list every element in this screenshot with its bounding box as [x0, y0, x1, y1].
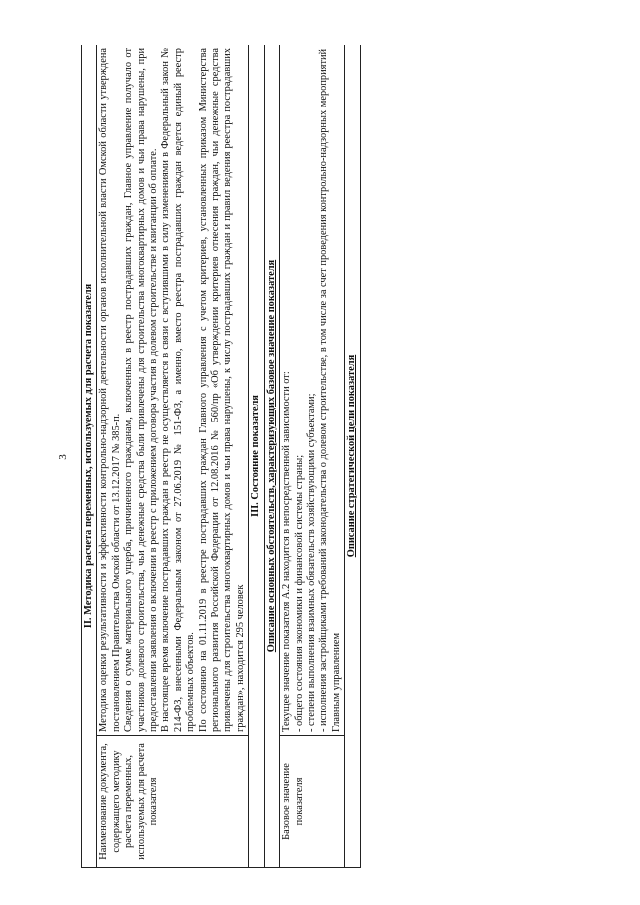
- page-number: 3: [57, 454, 69, 460]
- base-value-label: Базовое значение показателя: [280, 736, 345, 868]
- landscape-content: [81, 45, 569, 868]
- section-4-subheading-row: [345, 45, 360, 868]
- section-3-subheading-row: [264, 45, 279, 868]
- base-value-content: [280, 45, 345, 736]
- methodology-paragraph: В настоящее время включение пострадавших граждан в реестр не осуществляется в связи с вступившими в силу изменениями в Федеральный закон № 214-ФЗ, внесенными Федеральным законом от 27.06.2019 № 151-ФЗ, а именно, вместо реестра пострадавших граждан ведется единый реестр проблемных объектов.: [160, 48, 197, 732]
- methodology-paragraph: Методика оценки результативности и эффективности контрольно-надзорной деятельности органов исполнительной власти Омской области утверждена постановлением Правительства Омской области от 13.12.2017 № 385-п.: [98, 48, 122, 732]
- section-2-heading: II. Методика расчета переменных, используемых для расчета показателя: [82, 45, 97, 868]
- base-value-item: - общего состояния экономики и финансовой системы страны;: [293, 454, 305, 732]
- methodology-content: [97, 45, 249, 736]
- methodology-paragraph: По состоянию на 01.11.2019 в реестре пострадавших граждан Главного управления с учетом критериев, установленных приказом Министерства регионального развития Российской Федерации от 12.08.2016 № 560/пр «Об утверждении критериев отнесения граждан, чьи денежные средства привлечены для строительства многоквартирных домов и чьи права нарушены, к числу пострадавших граждан и правил ведения реестра пострадавших граждан», находится 295 человек: [197, 48, 246, 732]
- section-3-heading: III. Состояние показателя: [249, 45, 264, 868]
- methodology-label: Наименование документа, содержащего методику расчета переменных, используемых для расчета показателя: [97, 736, 249, 868]
- methodology-row: [97, 45, 249, 868]
- base-value-item: - степени выполнения взаимных обязательств хозяйствующими субъектами;: [305, 393, 317, 732]
- strategic-goal-heading: Описание стратегической цели показателя: [345, 45, 360, 868]
- base-value-intro: Текущее значение показателя А.2 находится в непосредственной зависимости от:: [281, 371, 293, 732]
- methodology-paragraph: Сведения о сумме материального ущерба, причиненного гражданам, включенных в реестр пострадавших граждан, Главное управление получало от участников долевого строительства, чьи денежные средства были привлечены для строительства многоквартирных домов и чьи права нарушены, при предоставлении заявления о включении в реестр с приложением договора участия в долевом строительстве и квитанции об оплате.: [123, 48, 160, 732]
- section-2-heading-row: [82, 45, 97, 868]
- base-value-row: [280, 45, 345, 868]
- rotated-page-content: [81, 45, 569, 868]
- indicator-passport-table: [81, 45, 361, 868]
- section-3-heading-row: [249, 45, 264, 868]
- base-value-item: - исполнения застройщиками требований законодательства о долевом строительстве, в том числе за счет проведения контрольно-надзорных мероприятий Главным управлением: [318, 48, 342, 732]
- base-value-circumstances-heading: Описание основных обстоятельств, характеризующих базовое значение показателя: [264, 45, 279, 868]
